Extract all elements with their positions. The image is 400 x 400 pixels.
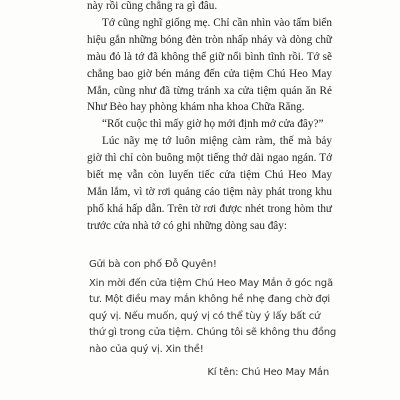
- body-text: [87, 0, 332, 235]
- letter-line: quý vị. Nếu muốn, quý vị có thể tùy ý lấy bất cứ: [89, 310, 321, 322]
- paragraph: Tớ cũng nghĩ giống mẹ. Chỉ cần nhìn vào tấm biển hiệu gắn những bóng đèn tròn nhấp nháy và dòng chữ màu đỏ là tớ đã không thể giữ nổi bình tĩnh rồi. Tớ sẽ chẳng bao giờ bén mảng đến cửa tiệm Chú Heo May Mắn, cũng như đã từng tránh xa cửa tiệm quán ăn Rẻ Như Bèo hay phòng khám nha khoa Chữa Răng.: [87, 16, 332, 114]
- letter-line: Xin mời đến cửa tiệm Chú Heo May Mắn ở góc ngã: [89, 277, 333, 289]
- paragraph: này rồi cũng chẳng ra gì đâu.: [87, 0, 218, 12]
- letter-signature: Kí tên: Chú Heo May Mắn: [207, 366, 329, 378]
- letter-greeting: Gửi bà con phố Đỗ Quyên!: [89, 259, 217, 270]
- letter-line: thứ gì trong cửa tiệm. Chúng tôi sẽ không thu đồng: [89, 327, 337, 339]
- paragraph: Lúc nãy mẹ tớ luôn miệng càm ràm, thế mà bảy giờ thì chỉ còn buông một tiếng thở dài ngao ngán. Tớ biết mẹ vẫn còn luyến tiếc cửa tiệm Chú Heo May Mắn lắm, vì tờ rơi quảng cáo tiệm này phát trong khu phố khá hấp dẫn. Trên tờ rơi được nhét trong hòm thư trước cửa nhà tớ có ghi những dòng sau đây:: [87, 135, 332, 232]
- letter-line: nào của quý vị. Xin thề!: [89, 343, 204, 355]
- flyer-letter: [89, 257, 337, 381]
- letter-line: tư. Một điều may mắn không hề nhẹ đang chờ đợi: [89, 294, 330, 306]
- dialogue-paragraph: “Rốt cuộc thì mấy giờ họ mới định mở cửa đây?”: [102, 118, 324, 131]
